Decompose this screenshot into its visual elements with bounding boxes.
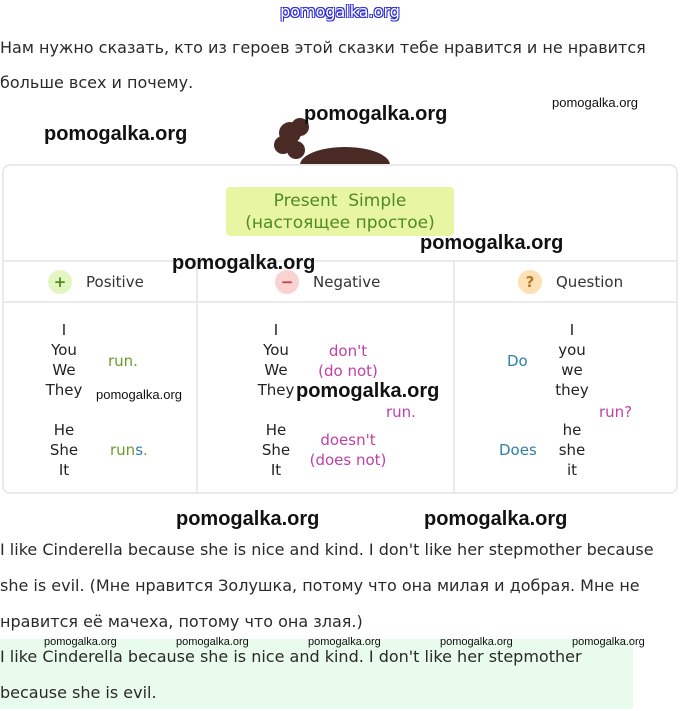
watermark: pomogalka.org	[424, 508, 568, 530]
watermark: pomogalka.org	[304, 103, 448, 125]
verb-form	[110, 440, 148, 460]
auxiliary-full: (do not)	[318, 362, 378, 380]
watermark: pomogalka.org	[172, 252, 316, 274]
pronoun: He	[265, 421, 287, 439]
pronoun: it	[566, 461, 578, 479]
watermark: pomogalka.org	[440, 636, 513, 648]
site-logo-watermark: pomogalka.org	[280, 2, 400, 21]
pronoun: I	[273, 321, 279, 339]
minus-icon: −	[275, 270, 299, 294]
pronoun-list	[44, 320, 84, 400]
pronoun: you	[558, 341, 586, 359]
column-label: Positive	[86, 273, 144, 291]
pronoun: He	[53, 421, 75, 439]
verb-form: run.	[386, 403, 416, 421]
divider	[4, 260, 676, 262]
pronoun: we	[561, 361, 583, 379]
pronoun: It	[270, 461, 282, 479]
auxiliary	[308, 430, 388, 470]
verb-ending: s	[135, 441, 144, 459]
pronoun: he	[562, 421, 582, 439]
pronoun: I	[569, 321, 575, 339]
verb-form: run?	[599, 403, 633, 421]
watermark: pomogalka.org	[308, 636, 381, 648]
column-label: Question	[556, 273, 624, 291]
answer-text: I like Cinderella because she is nice and kind. I don't like her stepmother because she is evil. (Мне нравится Золушка, потому что она милая и добрая. Мне не нравится её мачеха, потому что она злая.)	[0, 540, 654, 631]
verb-stem: run	[110, 441, 136, 459]
watermark: pomogalka.org	[44, 636, 117, 648]
pronoun: We	[52, 361, 76, 379]
auxiliary: Do	[507, 352, 528, 370]
pronoun: I	[61, 321, 67, 339]
table-title-line2: (настоящее простое)	[245, 213, 435, 233]
pronoun: they	[555, 381, 589, 399]
pronoun-list	[256, 420, 296, 480]
watermark: pomogalka.org	[420, 232, 564, 254]
pronoun-list	[256, 320, 296, 400]
question-icon: ?	[518, 270, 542, 294]
plus-icon: +	[48, 270, 72, 294]
task-description: Нам нужно сказать, кто из героев этой сказки тебе нравится и не нравится больше всех и почему.	[0, 38, 646, 92]
divider	[453, 262, 455, 492]
watermark: pomogalka.org	[96, 387, 182, 402]
table-title	[226, 187, 454, 236]
pronoun: We	[264, 361, 288, 379]
pronoun-list	[552, 320, 592, 400]
pronoun: You	[51, 341, 77, 359]
watermark: pomogalka.org	[176, 508, 320, 530]
watermark: pomogalka.org	[572, 636, 645, 648]
watermark: pomogalka.org	[296, 380, 440, 402]
auxiliary-short: don't	[328, 342, 368, 360]
pronoun: she	[558, 441, 586, 459]
column-label: Negative	[313, 273, 381, 291]
pronoun: She	[49, 441, 79, 459]
verb-form: run.	[108, 352, 138, 370]
divider	[196, 262, 198, 492]
verb-dot: .	[143, 441, 148, 459]
pronoun: She	[261, 441, 291, 459]
answer-english: I like Cinderella because she is nice and kind. I don't like her stepmother because she is evil.	[0, 647, 582, 702]
auxiliary: Does	[499, 441, 537, 459]
auxiliary-short: doesn't	[320, 431, 376, 449]
pronoun: It	[58, 461, 70, 479]
column-header-question	[518, 270, 623, 294]
auxiliary	[316, 341, 380, 381]
pronoun-list	[44, 420, 84, 480]
pronoun: You	[263, 341, 289, 359]
watermark: pomogalka.org	[552, 95, 638, 110]
watermark: pomogalka.org	[44, 123, 188, 145]
pronoun-list	[552, 420, 592, 480]
table-title-line1: Present Simple	[273, 191, 407, 211]
divider	[4, 301, 676, 303]
watermark: pomogalka.org	[176, 636, 249, 648]
pronoun: They	[45, 381, 83, 399]
auxiliary-full: (does not)	[309, 451, 387, 469]
pronoun: They	[257, 381, 295, 399]
column-header-positive	[48, 270, 144, 294]
